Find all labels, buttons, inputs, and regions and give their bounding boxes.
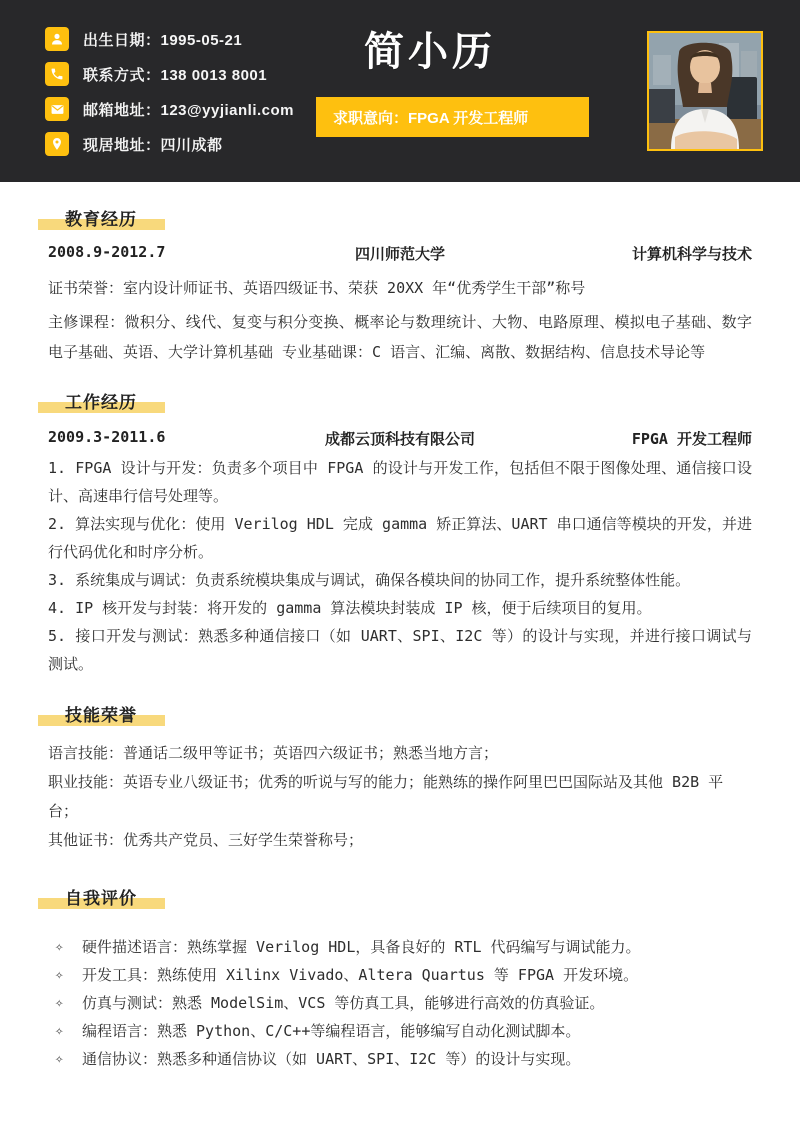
education-period: 2008.9-2012.7 — [48, 243, 166, 261]
evaluation-text: 编程语言：熟悉 Python、C/C++等编程语言，能够编写自动化测试脚本。 — [82, 1022, 581, 1040]
resume-header — [0, 0, 800, 182]
evaluation-text: 开发工具：熟练使用 Xilinx Vivado、Altera Quartus 等 FPGA 开发环境。 — [82, 966, 639, 984]
evaluation-text: 硬件描述语言：熟练掌握 Verilog HDL，具备良好的 RTL 代码编写与调试能力。 — [82, 938, 641, 956]
section-skills-header — [48, 701, 752, 728]
resume-body — [0, 205, 800, 1073]
contact-birthdate: 出生日期：1995-05-21 — [83, 31, 243, 49]
skills-items — [48, 739, 752, 855]
work-item: 4. IP 核开发与封装：将开发的 gamma 算法模块封装成 IP 核，便于后续项目的复用。 — [48, 599, 652, 617]
evaluation-item — [48, 961, 752, 989]
section-education-header — [48, 205, 752, 232]
evaluation-text: 仿真与测试：熟悉 ModelSim、VCS 等仿真工具，能够进行高效的仿真验证。 — [82, 994, 605, 1012]
education-row — [48, 243, 752, 264]
skill-line: 职业技能：英语专业八级证书；优秀的听说与写的能力；能熟练的操作阿里巴巴国际站及其他 B2B 平台； — [48, 773, 724, 820]
work-item: 1. FPGA 设计与开发：负责多个项目中 FPGA 的设计与开发工作，包括但不限于图像处理、通信接口设计、高速串行信号处理等。 — [48, 459, 752, 505]
contact-row-email — [45, 97, 294, 121]
section-work-header — [48, 388, 752, 415]
work-company: 成都云顶科技有限公司 — [324, 430, 475, 448]
contact-info-block — [45, 27, 294, 167]
star-bullet-icon: ✧ — [55, 1023, 64, 1039]
education-major: 计算机科学与技术 — [631, 245, 752, 263]
star-bullet-icon: ✧ — [55, 1051, 64, 1067]
education-school: 四川师范大学 — [354, 245, 445, 263]
evaluation-text: 通信协议：熟悉多种通信协议（如 UART、SPI、I2C 等）的设计与实现。 — [82, 1050, 581, 1068]
star-bullet-icon: ✧ — [55, 939, 64, 955]
work-item: 2. 算法实现与优化：使用 Verilog HDL 完成 gamma 矫正算法、UART 串口通信等模块的开发，并进行代码优化和时序分析。 — [48, 515, 752, 561]
work-row — [48, 428, 752, 449]
candidate-name: 简小历 — [364, 30, 496, 74]
work-period: 2009.3-2011.6 — [48, 428, 166, 446]
profile-photo — [647, 31, 763, 151]
section-work-title: 工作经历 — [65, 393, 137, 412]
work-role: FPGA 开发工程师 — [631, 430, 752, 448]
person-icon — [45, 27, 69, 51]
evaluation-item — [48, 1045, 752, 1073]
section-evaluation-title: 自我评价 — [65, 889, 137, 908]
skill-line: 语言技能：普通话二级甲等证书；英语四六级证书；熟悉当地方言； — [48, 744, 499, 762]
evaluation-items — [48, 933, 752, 1073]
section-skills-title: 技能荣誉 — [65, 706, 137, 725]
contact-address: 现居地址：四川成都 — [83, 136, 223, 154]
star-bullet-icon: ✧ — [55, 995, 64, 1011]
evaluation-item — [48, 933, 752, 961]
contact-email: 邮箱地址：123@yyjianli.com — [83, 101, 295, 119]
section-education-title: 教育经历 — [65, 210, 137, 229]
work-item: 5. 接口开发与测试：熟悉多种通信接口（如 UART、SPI、I2C 等）的设计与实现，并进行接口调试与测试。 — [48, 627, 752, 673]
job-objective-banner: 求职意向：FPGA 开发工程师 — [316, 97, 589, 137]
location-icon — [45, 132, 69, 156]
star-bullet-icon: ✧ — [55, 967, 64, 983]
contact-row-phone — [45, 62, 294, 86]
contact-row-address — [45, 132, 294, 156]
education-courses: 主修课程：微积分、线代、复变与积分变换、概率论与数理统计、大物、电路原理、模拟电子基础、数字电子基础、英语、大学计算机基础 专业基础课：C 语言、汇编、离散、数据结构、信息技术导论等 — [48, 313, 752, 361]
section-evaluation-header — [48, 884, 752, 911]
work-item: 3. 系统集成与调试：负责系统模块集成与调试，确保各模块间的协同工作，提升系统整体性能。 — [48, 571, 691, 589]
evaluation-item — [48, 1017, 752, 1045]
skill-line: 其他证书：优秀共产党员、三好学生荣誉称号； — [48, 831, 364, 849]
evaluation-item — [48, 989, 752, 1017]
phone-icon — [45, 62, 69, 86]
contact-phone: 联系方式：138 0013 8001 — [83, 66, 268, 84]
education-certificates: 证书荣誉：室内设计师证书、英语四级证书、荣获 20XX 年“优秀学生干部”称号 — [48, 279, 586, 297]
envelope-icon — [45, 97, 69, 121]
contact-row-birthdate — [45, 27, 294, 51]
work-items — [48, 454, 752, 678]
